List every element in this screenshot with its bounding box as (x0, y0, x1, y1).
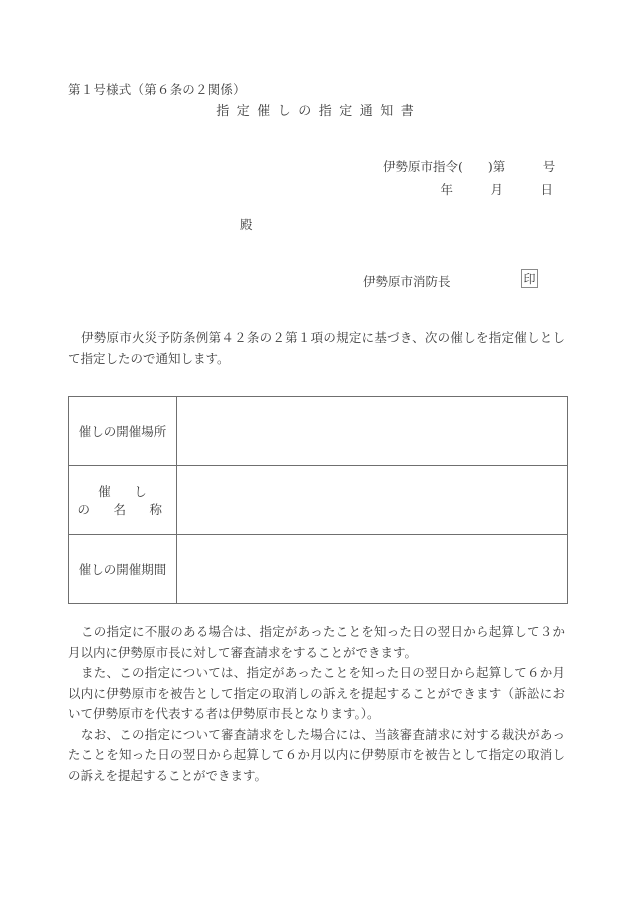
table-row (69, 466, 568, 535)
document-number-line: 伊勢原市指令( )第 号 (383, 159, 556, 174)
recipient-honorific: 殿 (240, 217, 253, 232)
table-row (69, 535, 568, 604)
table-row (69, 397, 568, 466)
row-value-period[interactable] (177, 535, 568, 604)
closing-paragraph-1: この指定に不服のある場合は、指定があったことを知った日の翌日から起算して３か月以内に伊勢原市長に対して審査請求をすることができます。 (68, 624, 565, 660)
row-label-event-name-text: 催 し の 名 称 (77, 484, 171, 517)
row-label-period-text: 催しの開催期間 (78, 562, 167, 577)
document-date-line: 年 月 日 (440, 182, 553, 197)
row-label-venue-text: 催しの開催場所 (78, 424, 167, 439)
issuer-name: 伊勢原市消防長 (363, 274, 451, 289)
closing-paragraph-2: また、この指定については、指定があったことを知った日の翌日から起算して６か月以内に伊勢原市を被告として指定の取消しの訴えを提起することができます（訴訟において伊勢原市を代表する者は伊勢原市長となります。）。 (68, 665, 565, 721)
row-value-venue[interactable] (177, 397, 568, 466)
row-value-event-name[interactable] (177, 466, 568, 535)
closing-paragraph-3: なお、この指定について審査請求をした場合には、当該審査請求に対する裁決があったことを知った日の翌日から起算して６か月以内に伊勢原市を被告として指定の取消しの訴えを提起することができます。 (68, 726, 565, 783)
seal-stamp-box: 印 (521, 269, 538, 288)
row-label-venue (69, 397, 177, 466)
document-title: 指定催しの指定通知書 (216, 104, 422, 119)
closing-paragraphs (68, 622, 565, 786)
event-details-table (68, 396, 568, 604)
intro-paragraph: 伊勢原市火災予防条例第４２条の２第１項の規定に基づき、次の催しを指定催しとして指定したので通知します。 (68, 330, 565, 366)
form-number: 第１号様式（第６条の２関係） (68, 82, 246, 97)
row-label-period (69, 535, 177, 604)
row-label-event-name (69, 466, 177, 535)
